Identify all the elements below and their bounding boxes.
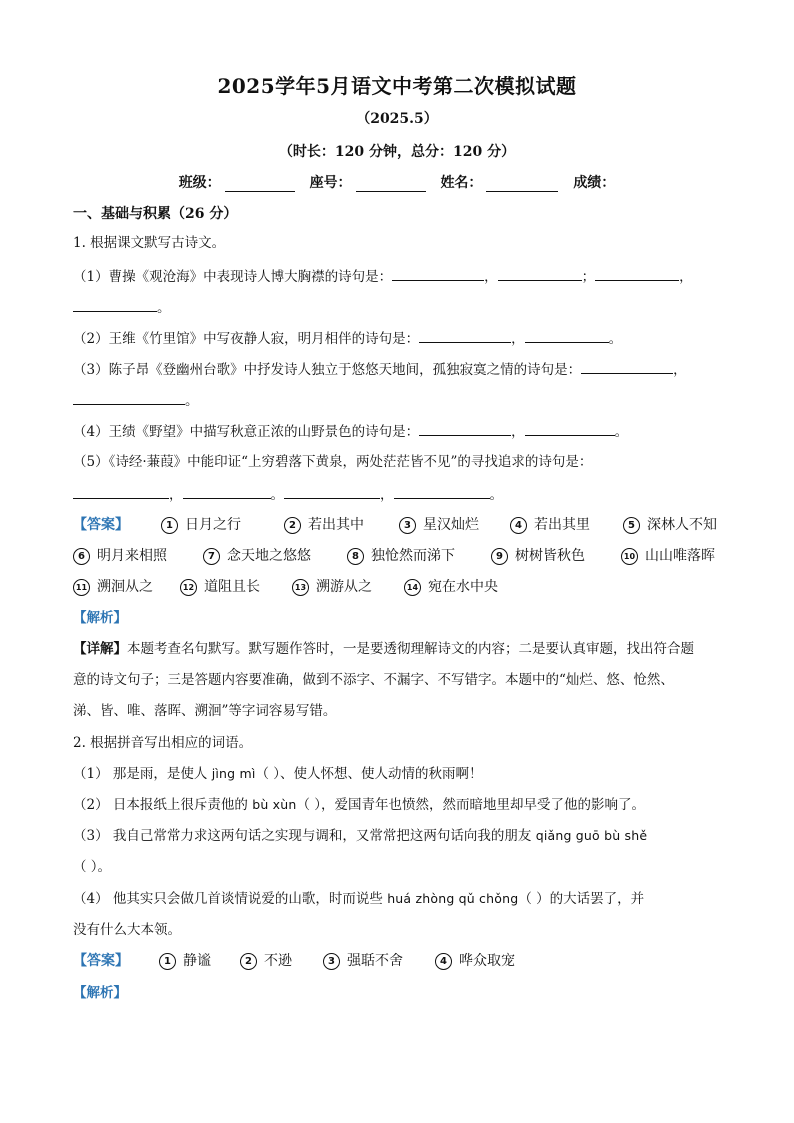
answer-blank[interactable] [498,266,582,281]
number-badge: 1 [161,517,178,534]
sentence-text: （2） 日本报纸上很斥责他的 [73,797,248,813]
q2-sentence-2 [73,795,645,815]
answer-text: 明月来相照 [97,548,167,564]
q1-part4 [73,421,628,442]
answer-item [621,546,715,566]
detail-text: 本题考查名句默写。默写题作答时，一是要透彻理解诗文的内容；二是要认真审题，找出符合题 [127,641,694,657]
sentence-text: （ ），爱国青年也愤然，然而暗地里却早受了他的影响了。 [296,797,646,813]
answer-blank[interactable] [581,359,673,374]
number-badge: 5 [623,517,640,534]
sentence-text: （ ）、使人怀想、使人动情的秋雨啊！ [255,766,483,782]
answer-tag: 【答案】 [73,953,129,969]
answer-item [623,515,717,535]
q1-part1-cont [73,297,171,318]
number-badge: 13 [292,579,309,596]
answer-blank[interactable] [419,421,511,436]
section-heading: 一、基础与积累（26 分） [73,206,238,222]
answer-item [159,951,211,971]
answer-item [240,951,292,971]
answer-text: 溯游从之 [316,579,372,595]
q1-part5-cont [73,484,503,505]
punct: 。 [157,300,171,316]
answer-item [73,546,167,566]
answer-blank[interactable] [595,266,679,281]
q1-part3-text: （3）陈子昂《登幽州台歌》中抒发诗人独立于悠悠天地间，孤独寂寞之情的诗句是： [73,362,582,378]
class-label: 班级： [178,175,221,191]
answer-item [203,546,311,566]
q2-sentence-3 [73,826,647,846]
score-label: 成绩： [573,175,616,191]
q2-stem: 2. 根据拼音写出相应的词语。 [73,735,253,751]
q2-sentence-4 [73,889,644,909]
q2-sentence-4-cont: 没有什么大本领。 [73,922,181,938]
q1-answer-row-2 [73,546,733,566]
answer-item [399,515,479,535]
answer-text: 深林人不知 [647,517,717,533]
punct: ， [679,269,693,285]
answer-blank[interactable] [392,266,484,281]
number-badge: 2 [284,517,301,534]
answer-text: 独怆然而涕下 [371,548,455,564]
answer-text: 若出其中 [308,517,364,533]
sentence-text: （4） 他其实只会做几首谈情说爱的山歌，时而说些 [73,891,383,907]
q1-detail-line-2: 意的诗文句子；三是答题内容要准确，做到不添字、不漏字、不写错字。本题中的“灿烂、悠、怆然、 [73,672,674,688]
sentence-text: （ ）的大话罢了，并 [518,891,645,907]
number-badge: 9 [491,548,508,565]
answer-text: 宛在水中央 [428,579,498,595]
detail-tag: 【详解】 [73,641,127,657]
punct: 。 [270,487,284,503]
number-badge: 10 [621,548,638,565]
answer-item [347,546,455,566]
sentence-text: （1） 那是雨，是使人 [73,766,208,782]
name-blank[interactable] [486,177,558,192]
q1-part4-text: （4）王绩《野望》中描写秋意正浓的山野景色的诗句是： [73,424,420,440]
q1-part3-cont [73,390,199,411]
number-badge: 3 [399,517,416,534]
answer-blank[interactable] [525,328,609,343]
answer-blank[interactable] [419,328,511,343]
number-badge: 6 [73,548,90,565]
punct: ； [581,269,596,285]
seat-label: 座号： [309,175,352,191]
answer-text: 道阻且长 [204,579,260,595]
q1-answer-row-3 [73,577,733,597]
number-badge: 14 [404,579,421,596]
q1-detail-line-1 [73,639,694,659]
number-badge: 4 [435,953,452,970]
q1-answer-row-1 [73,515,733,535]
answer-item [323,951,403,971]
q1-stem: 1. 根据课文默写古诗文。 [73,235,226,251]
number-badge: 1 [159,953,176,970]
answer-blank[interactable] [73,390,185,405]
analysis-tag: 【解析】 [73,610,127,626]
q2-sentence-3-cont: （ ）。 [73,859,112,875]
seat-blank[interactable] [356,177,426,192]
q1-part2-text: （2）王维《竹里馆》中写夜静人寂，明月相伴的诗句是： [73,331,420,347]
student-info-row [0,172,794,192]
exam-title: 2025学年5月语文中考第二次模拟试题 [217,74,577,98]
punct: ， [673,362,687,378]
answer-item [180,577,260,597]
q1-part5: （5）《诗经·蒹葭》中能印证“上穷碧落下黄泉，两处茫茫皆不见”的寻找追求的诗句是： [73,454,593,470]
pinyin: huá zhòng qǔ chǒng [387,891,519,906]
answer-blank[interactable] [525,421,615,436]
number-badge: 11 [73,579,90,596]
number-badge: 7 [203,548,220,565]
sentence-text: （3） 我自己常常力求这两句话之实现与调和，又常常把这两句话向我的朋友 [73,828,532,844]
answer-text: 不逊 [264,953,292,969]
q2-answer-row [73,951,573,971]
q1-detail-line-3: 涕、皆、唯、落晖、溯洄”等字词容易写错。 [73,703,337,719]
answer-text: 日月之行 [185,517,241,533]
q2-sentence-1 [73,764,483,784]
answer-text: 静谧 [183,953,211,969]
punct: ， [169,487,183,503]
answer-text: 若出其里 [534,517,590,533]
number-badge: 4 [510,517,527,534]
exam-duration: （时长：120 分钟，总分：120 分） [278,144,516,160]
answer-item [292,577,372,597]
answer-item [73,577,153,597]
answer-blank[interactable] [73,484,169,499]
answer-item [161,515,241,535]
punct: 。 [614,424,629,440]
pinyin: qiǎng guō bù shě [535,828,648,843]
punct: ， [380,487,394,503]
answer-text: 山山唯落晖 [645,548,715,564]
number-badge: 3 [323,953,340,970]
number-badge: 8 [347,548,364,565]
answer-text: 强聒不舍 [347,953,403,969]
answer-text: 星汉灿烂 [423,517,479,533]
number-badge: 12 [180,579,197,596]
answer-blank[interactable] [183,484,271,499]
answer-blank[interactable] [73,297,157,312]
punct: 。 [608,331,623,347]
answer-item [435,951,515,971]
punct: ， [484,269,498,285]
answer-tag: 【答案】 [73,517,129,533]
answer-text: 溯洄从之 [97,579,153,595]
answer-item [404,577,498,597]
answer-text: 树树皆秋色 [515,548,585,564]
number-badge: 2 [240,953,257,970]
punct: ， [511,331,525,347]
answer-item [510,515,590,535]
answer-item [284,515,364,535]
class-blank[interactable] [225,177,295,192]
punct: 。 [489,487,503,503]
answer-text: 念天地之悠悠 [227,548,311,564]
answer-blank[interactable] [284,484,380,499]
q1-part1 [73,266,693,287]
answer-blank[interactable] [394,484,490,499]
punct: 。 [185,393,199,409]
answer-text: 哗众取宠 [459,953,515,969]
q1-part1-text: （1）曹操《观沧海》中表现诗人博大胸襟的诗句是： [73,269,393,285]
q1-part3 [73,359,687,380]
answer-item [491,546,585,566]
analysis-tag: 【解析】 [73,985,127,1001]
exam-date: （2025.5） [356,111,438,127]
q1-part2 [73,328,622,349]
name-label: 姓名： [440,175,483,191]
pinyin: jìng mì [211,766,256,781]
pinyin: bù xùn [252,797,297,812]
punct: ， [511,424,525,440]
